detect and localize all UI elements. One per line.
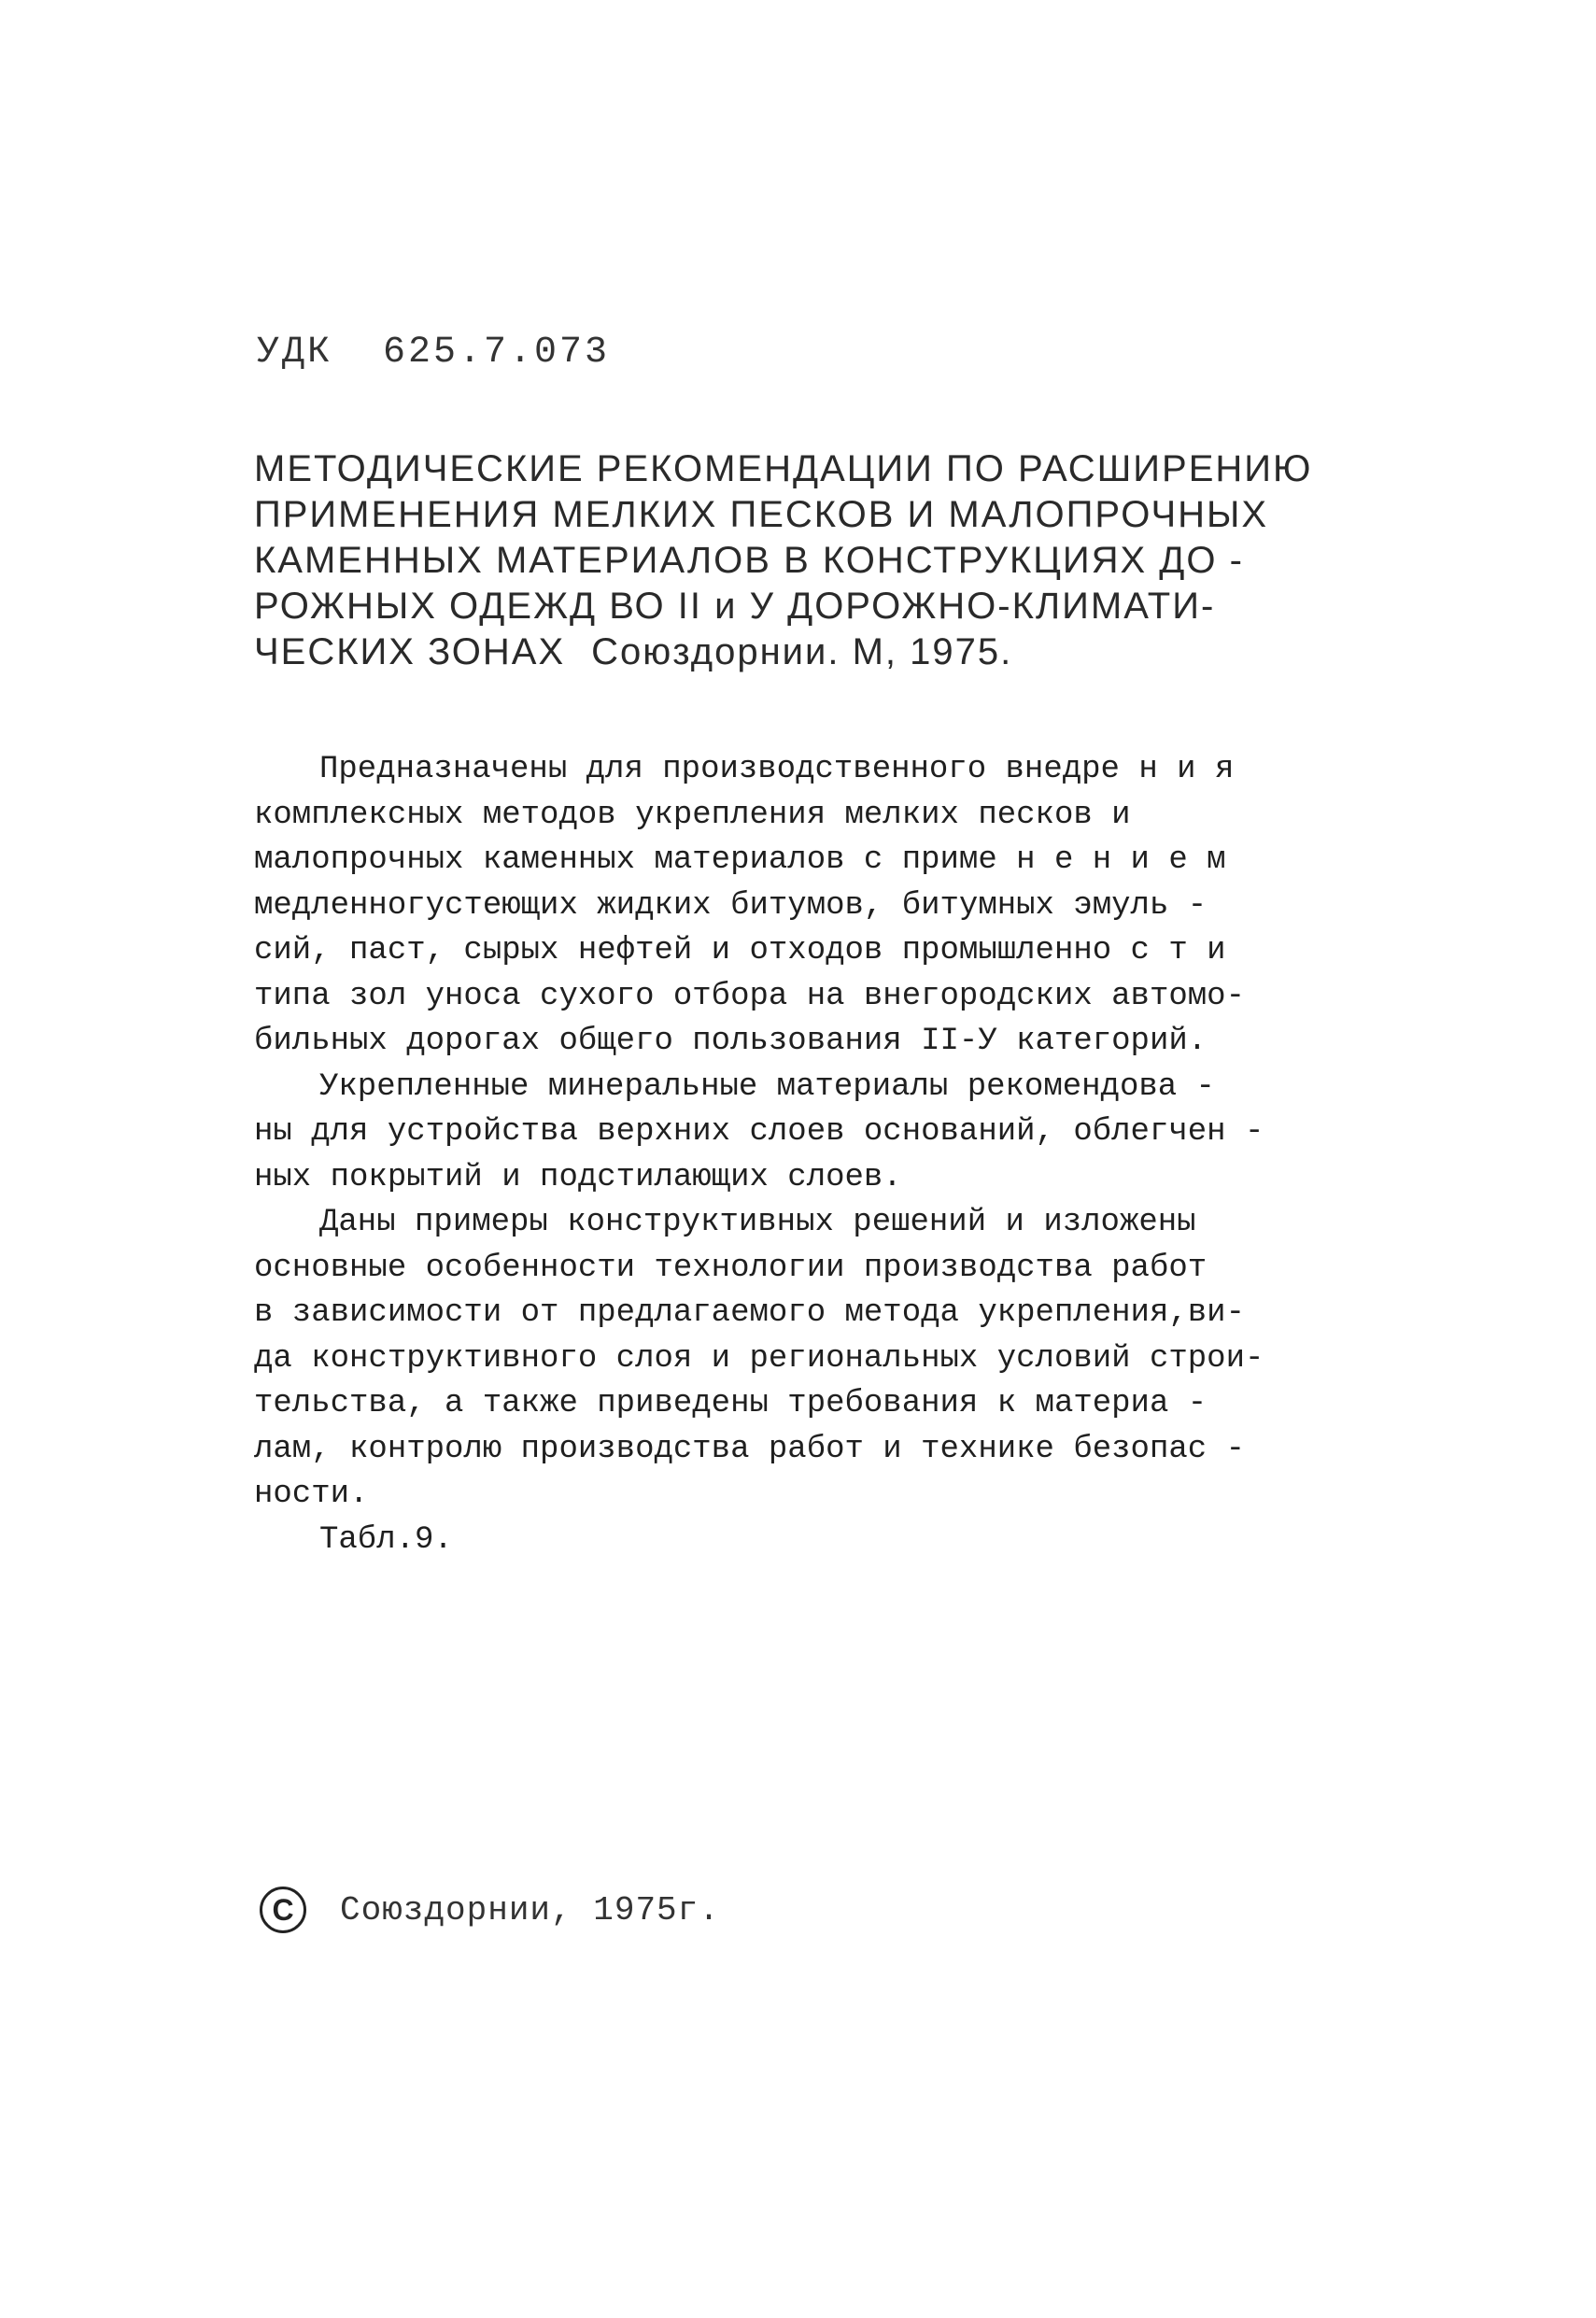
text-line: ных покрытий и подстилающих слоев. — [254, 1159, 902, 1195]
title-line: ПРИМЕНЕНИЯ МЕЛКИХ ПЕСКОВ И МАЛОПРОЧНЫХ — [254, 494, 1269, 535]
title-line: ЧЕСКИХ ЗОНАХ — [254, 631, 566, 672]
copyright-text: Союздорнии, 1975г. — [340, 1890, 720, 1929]
copyright-notice — [260, 1887, 720, 1933]
tables-count: Табл.9. — [319, 1521, 453, 1558]
text-line: сий, паст, сырых нефтей и отходов промышленно с т и — [254, 933, 1226, 968]
text-line: комплексных методов укрепления мелких песков и — [254, 797, 1131, 833]
udk-code: УДК 625.7.073 — [257, 332, 611, 374]
abstract-paragraph-1 — [254, 747, 1412, 1065]
text-line: малопрочных каменных материалов с приме н е н и е м — [254, 842, 1226, 878]
text-line: да конструктивного слоя и региональных условий строи- — [254, 1340, 1264, 1377]
text-line: ны для устройства верхних слоев оснований, облегчен - — [254, 1114, 1264, 1150]
text-line: тельства, а также приведены требования к материа - — [254, 1386, 1208, 1421]
abstract-paragraph-3 — [254, 1200, 1412, 1518]
text-line: в зависимости от предлагаемого метода укрепления,ви- — [254, 1295, 1245, 1331]
text-line: лам, контролю производства работ и технике безопас - — [254, 1431, 1245, 1467]
text-line: основные особенности технологии производства работ — [254, 1250, 1208, 1286]
copyright-icon: C — [260, 1887, 306, 1933]
document-title — [254, 446, 1431, 675]
title-line: РОЖНЫХ ОДЕЖД ВО II и У ДОРОЖНО-КЛИМАТИ- — [254, 586, 1216, 627]
abstract-body — [254, 747, 1412, 1562]
text-line: ности. — [254, 1477, 369, 1512]
title-line: МЕТОДИЧЕСКИЕ РЕКОМЕНДАЦИИ ПО РАСШИРЕНИЮ — [254, 448, 1313, 489]
text-line: Предназначены для производственного внедре н и я — [319, 752, 1235, 787]
title-line-last — [254, 629, 1431, 675]
text-line: Даны примеры конструктивных решений и изложены — [319, 1205, 1196, 1240]
text-line: медленногустеющих жидких битумов, битумных эмуль - — [254, 887, 1208, 924]
text-line: типа зол уноса сухого отбора на внегородских автомо- — [254, 978, 1245, 1014]
text-line: Укрепленные минеральные материалы рекомендова - — [319, 1068, 1215, 1105]
abstract-paragraph-2 — [254, 1065, 1412, 1201]
title-line: КАМЕННЫХ МАТЕРИАЛОВ В КОНСТРУКЦИЯХ ДО - — [254, 540, 1244, 581]
text-line: бильных дорогах общего пользования II-У категорий. — [254, 1024, 1208, 1059]
publisher-info: Союздорнии. М, 1975. — [591, 631, 1013, 672]
